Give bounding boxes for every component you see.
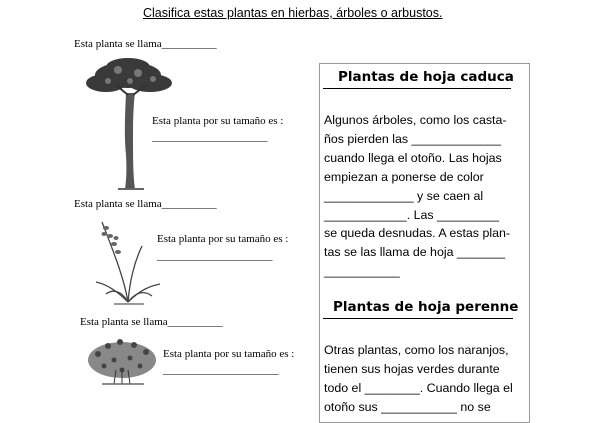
- caduca-line: tas se las llama de hoja _______: [324, 245, 506, 260]
- caduca-line: ____________. Las _________: [324, 207, 500, 222]
- caduca-heading: Plantas de hoja caduca: [338, 69, 514, 85]
- herb-illustration: [94, 218, 164, 306]
- plant-2-name-label: Esta planta se llama__________: [74, 198, 217, 210]
- perenne-line: todo el ________. Cuando llega el: [324, 380, 513, 395]
- perenne-heading-underline: [323, 318, 513, 319]
- caduca-line: empiezan a ponerse de color: [324, 169, 484, 184]
- worksheet-title: Clasifica estas plantas en hierbas, árboles o arbustos.: [143, 6, 443, 20]
- plant-1-size-blank: _____________________: [152, 131, 268, 143]
- caduca-line: cuando llega el otoño. Las hojas: [324, 150, 502, 165]
- plant-3-size-blank: _____________________: [163, 364, 279, 376]
- perenne-line: tienen sus hojas verdes durante: [324, 361, 500, 376]
- plant-3-size-label: Esta planta por su tamaño es :: [163, 348, 295, 360]
- plant-1-name-label: Esta planta se llama__________: [74, 38, 217, 50]
- caduca-line: Algunos árboles, como los casta-: [324, 113, 507, 127]
- caduca-line: _____________ y se caen al: [324, 188, 484, 203]
- caduca-line: ños pierden las _____________: [324, 131, 502, 146]
- caduca-line: se queda desnudas. A estas plan-: [324, 226, 510, 241]
- caduca-heading-underline: [323, 88, 511, 89]
- perenne-heading: Plantas de hoja perenne: [333, 299, 519, 315]
- plant-1-size-label: Esta planta por su tamaño es :: [152, 115, 284, 127]
- perenne-line: otoño sus ___________ no se: [324, 399, 491, 414]
- perenne-line: Otras plantas, como los naranjos,: [324, 343, 509, 357]
- caduca-line: ___________: [324, 264, 400, 279]
- plant-2-size-blank: _____________________: [157, 250, 273, 262]
- plant-2-size-label: Esta planta por su tamaño es :: [157, 233, 289, 245]
- shrub-illustration: [84, 330, 160, 386]
- plant-3-name-label: Esta planta se llama__________: [80, 316, 223, 328]
